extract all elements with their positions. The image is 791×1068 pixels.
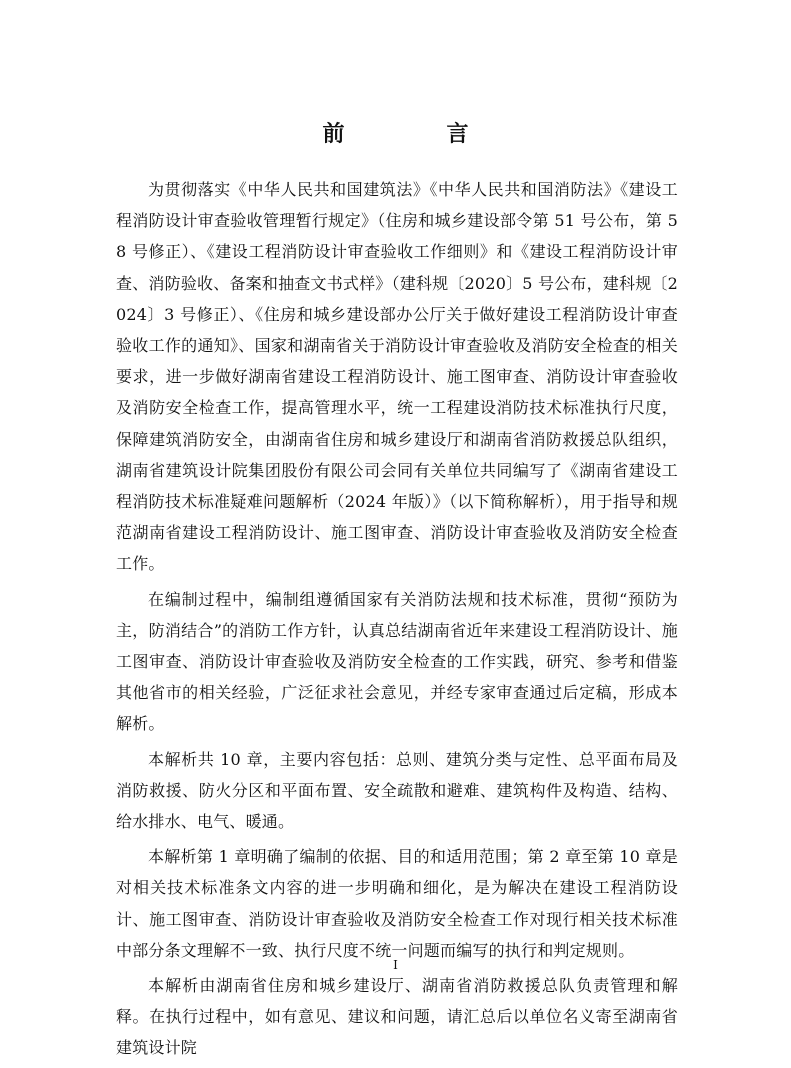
page-title: 前 言: [322, 120, 509, 147]
body-text: [116, 174, 678, 1068]
paragraph-2: 在编制过程中，编制组遵循国家有关消防法规和技术标准，贯彻“预防为主，防消结合”的消防工作方针，认真总结湖南省近年来建设工程消防设计、施工图审查、消防设计审查验收及消防安全检查的工作实践，研究、参考和借鉴其他省市的相关经验，广泛征求社会意见，并经专家审查通过后定稿，形成本解析。: [116, 589, 678, 734]
paragraph-4: 本解析第 1 章明确了编制的依据、目的和适用范围；第 2 章至第 10 章是对相关技术标准条文内容的进一步明确和细化，是为解决在建设工程消防设计、施工图审查、消防设计审查验收及消防安全检查工作对现行相关技术标准中部分条文理解不一致、执行尺度不统一问题而编写的执行和判定规则。: [116, 847, 678, 960]
paragraph-5: 本解析由湖南省住房和城乡建设厅、湖南省消防救援总队负责管理和解释。在执行过程中，如有意见、建议和问题，请汇总后以单位名义寄至湖南省建筑设计院: [116, 976, 678, 1058]
paragraph-3: 本解析共 10 章，主要内容包括：总则、建筑分类与定性、总平面布局及消防救援、防火分区和平面布置、安全疏散和避难、建筑构件及构造、结构、给水排水、电气、暖通。: [116, 749, 678, 832]
paragraph-1: 为贯彻落实《中华人民共和国建筑法》《中华人民共和国消防法》《建设工程消防设计审查验收管理暂行规定》（住房和城乡建设部令第 51 号公布，第 58 号修正）、《建设工程消防设计审查验收工作细则》和《建设工程消防设计审查、消防验收、备案和抽查文书式样》（建科规〔2020〕5 号公布，建科规〔2024〕3 号修正）、《住房和城乡建设部办公厅关于做好建设工程消防设计审查验收工作的通知》、国家和湖南省关于消防设计审查验收及消防安全检查的相关要求，进一步做好湖南省建设工程消防设计、施工图审查、消防设计审查验收及消防安全检查工作，提高管理水平，统一工程建设消防技术标准执行尺度，保障建筑消防安全，由湖南省住房和城乡建设厅和湖南省消防救援总队组织，湖南省建筑设计院集团股份有限公司会同有关单位共同编写了《湖南省建设工程消防技术标准疑难问题解析（2024 年版）》（以下简称解析），用于指导和规范湖南省建设工程消防设计、施工图审查、消防设计审查验收及消防安全检查工作。: [116, 180, 678, 574]
page-number: I: [393, 958, 398, 972]
